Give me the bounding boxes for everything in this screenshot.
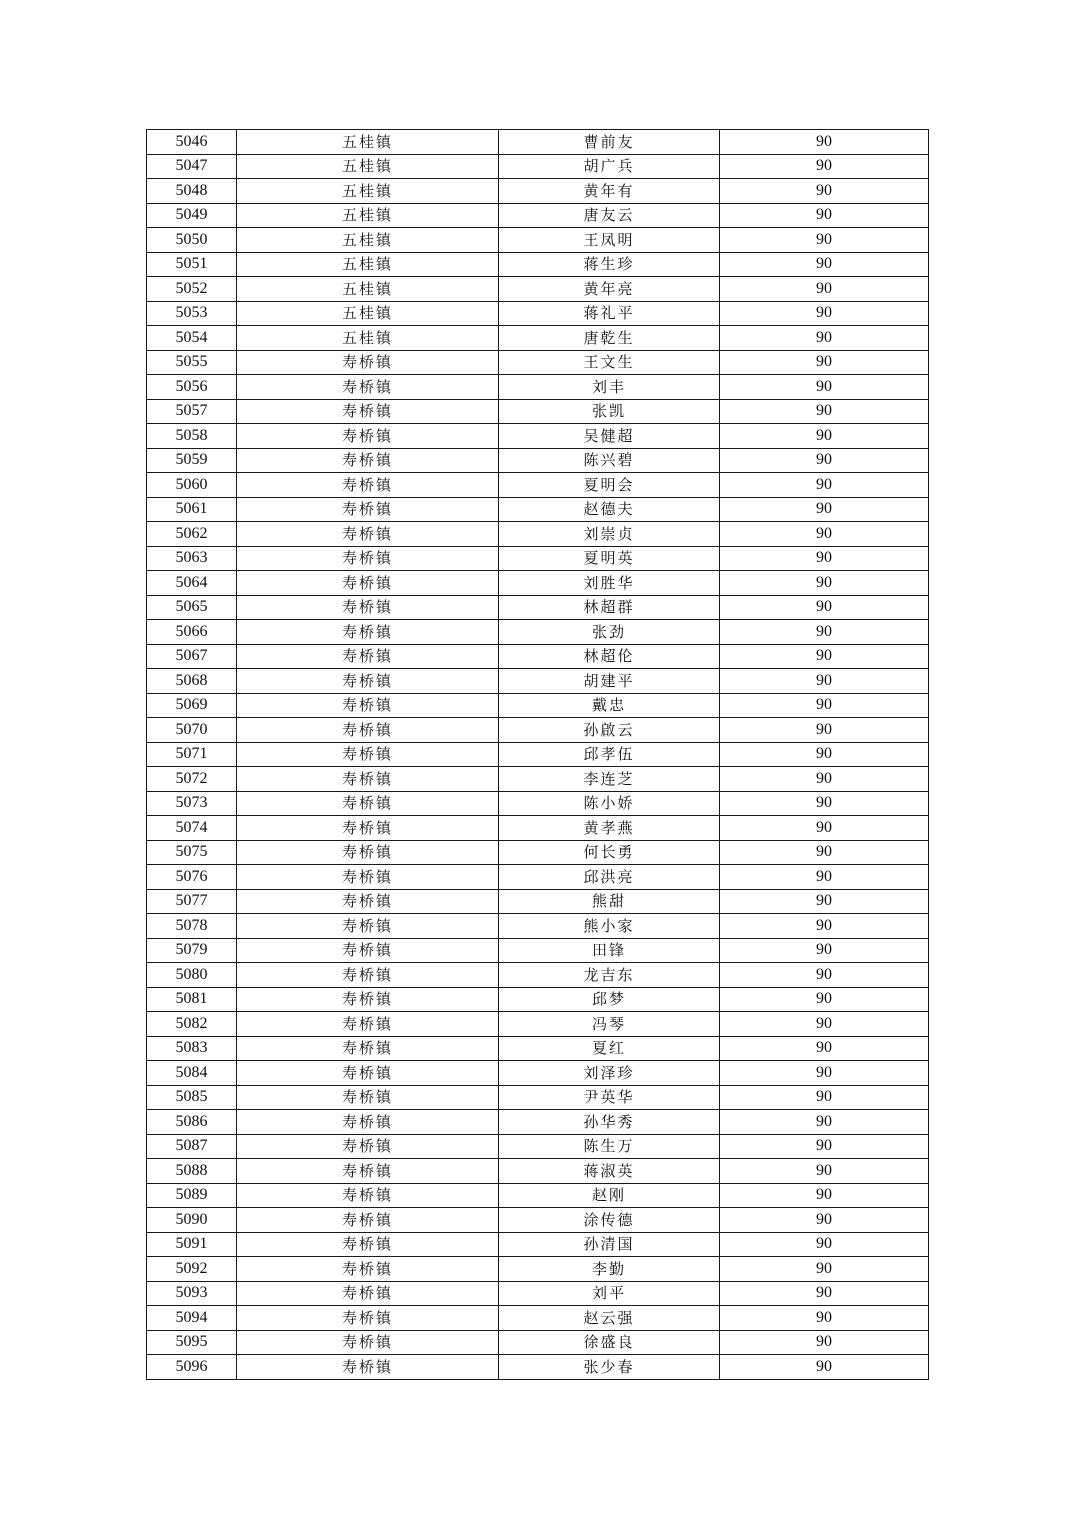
person-name-cell: 涂传德 <box>499 1208 720 1233</box>
table-row <box>147 1257 929 1282</box>
row-id-cell: 5067 <box>147 644 237 669</box>
row-id-cell: 5078 <box>147 914 237 939</box>
table-row <box>147 840 929 865</box>
person-name-cell: 林超伦 <box>499 644 720 669</box>
row-id-cell: 5076 <box>147 865 237 890</box>
table-row <box>147 889 929 914</box>
table-row <box>147 1134 929 1159</box>
person-name-cell: 刘泽珍 <box>499 1061 720 1086</box>
town-cell: 寿桥镇 <box>237 1036 499 1061</box>
person-name-cell: 冯琴 <box>499 1012 720 1037</box>
table-row <box>147 424 929 449</box>
person-name-cell: 刘胜华 <box>499 571 720 596</box>
score-cell: 90 <box>720 742 929 767</box>
score-cell: 90 <box>720 571 929 596</box>
town-cell: 寿桥镇 <box>237 987 499 1012</box>
person-name-cell: 邱梦 <box>499 987 720 1012</box>
row-id-cell: 5071 <box>147 742 237 767</box>
town-cell: 寿桥镇 <box>237 938 499 963</box>
town-cell: 寿桥镇 <box>237 1110 499 1135</box>
table-row <box>147 375 929 400</box>
score-cell: 90 <box>720 840 929 865</box>
person-name-cell: 陈兴碧 <box>499 448 720 473</box>
score-cell: 90 <box>720 228 929 253</box>
town-cell: 寿桥镇 <box>237 963 499 988</box>
town-cell: 寿桥镇 <box>237 1012 499 1037</box>
table-row <box>147 228 929 253</box>
table-row <box>147 522 929 547</box>
row-id-cell: 5086 <box>147 1110 237 1135</box>
score-cell: 90 <box>720 669 929 694</box>
table-row <box>147 252 929 277</box>
row-id-cell: 5082 <box>147 1012 237 1037</box>
town-cell: 寿桥镇 <box>237 1159 499 1184</box>
score-cell: 90 <box>720 1355 929 1380</box>
town-cell: 寿桥镇 <box>237 669 499 694</box>
row-id-cell: 5072 <box>147 767 237 792</box>
row-id-cell: 5080 <box>147 963 237 988</box>
person-name-cell: 邱洪亮 <box>499 865 720 890</box>
person-name-cell: 林超群 <box>499 595 720 620</box>
row-id-cell: 5053 <box>147 301 237 326</box>
table-row <box>147 620 929 645</box>
row-id-cell: 5056 <box>147 375 237 400</box>
town-cell: 寿桥镇 <box>237 571 499 596</box>
town-cell: 寿桥镇 <box>237 424 499 449</box>
row-id-cell: 5066 <box>147 620 237 645</box>
table-row <box>147 301 929 326</box>
town-cell: 寿桥镇 <box>237 375 499 400</box>
table-row <box>147 742 929 767</box>
town-cell: 寿桥镇 <box>237 1281 499 1306</box>
town-cell: 寿桥镇 <box>237 399 499 424</box>
table-row <box>147 399 929 424</box>
row-id-cell: 5054 <box>147 326 237 351</box>
person-name-cell: 王凤明 <box>499 228 720 253</box>
score-cell: 90 <box>720 1061 929 1086</box>
town-cell: 寿桥镇 <box>237 840 499 865</box>
score-cell: 90 <box>720 767 929 792</box>
row-id-cell: 5091 <box>147 1232 237 1257</box>
person-name-cell: 吴健超 <box>499 424 720 449</box>
row-id-cell: 5081 <box>147 987 237 1012</box>
row-id-cell: 5065 <box>147 595 237 620</box>
row-id-cell: 5089 <box>147 1183 237 1208</box>
table-row <box>147 1061 929 1086</box>
person-name-cell: 徐盛良 <box>499 1330 720 1355</box>
table-row <box>147 595 929 620</box>
town-cell: 寿桥镇 <box>237 742 499 767</box>
score-cell: 90 <box>720 203 929 228</box>
table-row <box>147 987 929 1012</box>
score-cell: 90 <box>720 1159 929 1184</box>
row-id-cell: 5095 <box>147 1330 237 1355</box>
person-name-cell: 赵德夫 <box>499 497 720 522</box>
score-cell: 90 <box>720 1208 929 1233</box>
town-cell: 寿桥镇 <box>237 1232 499 1257</box>
table-row <box>147 277 929 302</box>
person-name-cell: 张劲 <box>499 620 720 645</box>
town-cell: 五桂镇 <box>237 228 499 253</box>
town-cell: 寿桥镇 <box>237 1208 499 1233</box>
table-row <box>147 1012 929 1037</box>
town-cell: 寿桥镇 <box>237 718 499 743</box>
table-row <box>147 1281 929 1306</box>
town-cell: 寿桥镇 <box>237 1183 499 1208</box>
table-row <box>147 179 929 204</box>
score-cell: 90 <box>720 1085 929 1110</box>
table-row <box>147 1183 929 1208</box>
town-cell: 寿桥镇 <box>237 693 499 718</box>
table-row <box>147 1330 929 1355</box>
person-name-cell: 龙吉东 <box>499 963 720 988</box>
score-cell: 90 <box>720 1183 929 1208</box>
table-row <box>147 473 929 498</box>
person-name-cell: 熊甜 <box>499 889 720 914</box>
row-id-cell: 5051 <box>147 252 237 277</box>
person-name-cell: 孙华秀 <box>499 1110 720 1135</box>
person-name-cell: 李连芝 <box>499 767 720 792</box>
town-cell: 寿桥镇 <box>237 497 499 522</box>
row-id-cell: 5075 <box>147 840 237 865</box>
person-name-cell: 夏红 <box>499 1036 720 1061</box>
score-cell: 90 <box>720 301 929 326</box>
person-name-cell: 夏明会 <box>499 473 720 498</box>
score-cell: 90 <box>720 375 929 400</box>
table-row <box>147 1208 929 1233</box>
row-id-cell: 5050 <box>147 228 237 253</box>
person-name-cell: 胡建平 <box>499 669 720 694</box>
score-cell: 90 <box>720 1257 929 1282</box>
score-cell: 90 <box>720 473 929 498</box>
roster-table-body <box>147 130 929 1380</box>
table-row <box>147 963 929 988</box>
score-cell: 90 <box>720 1281 929 1306</box>
score-cell: 90 <box>720 326 929 351</box>
row-id-cell: 5096 <box>147 1355 237 1380</box>
person-name-cell: 胡广兵 <box>499 154 720 179</box>
score-cell: 90 <box>720 448 929 473</box>
score-cell: 90 <box>720 154 929 179</box>
score-cell: 90 <box>720 791 929 816</box>
person-name-cell: 孙啟云 <box>499 718 720 743</box>
table-row <box>147 571 929 596</box>
table-row <box>147 1355 929 1380</box>
score-cell: 90 <box>720 1306 929 1331</box>
town-cell: 寿桥镇 <box>237 350 499 375</box>
row-id-cell: 5052 <box>147 277 237 302</box>
row-id-cell: 5068 <box>147 669 237 694</box>
score-cell: 90 <box>720 1330 929 1355</box>
score-cell: 90 <box>720 889 929 914</box>
score-cell: 90 <box>720 424 929 449</box>
score-cell: 90 <box>720 130 929 155</box>
row-id-cell: 5057 <box>147 399 237 424</box>
person-name-cell: 夏明英 <box>499 546 720 571</box>
town-cell: 寿桥镇 <box>237 1306 499 1331</box>
row-id-cell: 5047 <box>147 154 237 179</box>
score-cell: 90 <box>720 522 929 547</box>
table-row <box>147 130 929 155</box>
town-cell: 寿桥镇 <box>237 1257 499 1282</box>
town-cell: 寿桥镇 <box>237 473 499 498</box>
person-name-cell: 张凯 <box>499 399 720 424</box>
town-cell: 五桂镇 <box>237 130 499 155</box>
table-row <box>147 669 929 694</box>
row-id-cell: 5079 <box>147 938 237 963</box>
town-cell: 五桂镇 <box>237 252 499 277</box>
town-cell: 寿桥镇 <box>237 1061 499 1086</box>
row-id-cell: 5064 <box>147 571 237 596</box>
row-id-cell: 5070 <box>147 718 237 743</box>
person-name-cell: 陈生万 <box>499 1134 720 1159</box>
town-cell: 寿桥镇 <box>237 816 499 841</box>
person-name-cell: 唐乾生 <box>499 326 720 351</box>
score-cell: 90 <box>720 1012 929 1037</box>
row-id-cell: 5085 <box>147 1085 237 1110</box>
table-row <box>147 816 929 841</box>
person-name-cell: 熊小家 <box>499 914 720 939</box>
person-name-cell: 刘平 <box>499 1281 720 1306</box>
row-id-cell: 5062 <box>147 522 237 547</box>
town-cell: 五桂镇 <box>237 326 499 351</box>
table-row <box>147 154 929 179</box>
table-row <box>147 1110 929 1135</box>
score-cell: 90 <box>720 277 929 302</box>
score-cell: 90 <box>720 179 929 204</box>
person-name-cell: 李勤 <box>499 1257 720 1282</box>
row-id-cell: 5093 <box>147 1281 237 1306</box>
row-id-cell: 5063 <box>147 546 237 571</box>
table-row <box>147 546 929 571</box>
town-cell: 寿桥镇 <box>237 644 499 669</box>
row-id-cell: 5094 <box>147 1306 237 1331</box>
table-row <box>147 938 929 963</box>
row-id-cell: 5084 <box>147 1061 237 1086</box>
person-name-cell: 赵刚 <box>499 1183 720 1208</box>
row-id-cell: 5049 <box>147 203 237 228</box>
score-cell: 90 <box>720 816 929 841</box>
row-id-cell: 5046 <box>147 130 237 155</box>
row-id-cell: 5058 <box>147 424 237 449</box>
roster-table <box>146 129 929 1380</box>
person-name-cell: 曹前友 <box>499 130 720 155</box>
row-id-cell: 5055 <box>147 350 237 375</box>
table-row <box>147 718 929 743</box>
person-name-cell: 蒋生珍 <box>499 252 720 277</box>
table-row <box>147 914 929 939</box>
person-name-cell: 刘崇贞 <box>499 522 720 547</box>
town-cell: 五桂镇 <box>237 203 499 228</box>
score-cell: 90 <box>720 938 929 963</box>
table-row <box>147 350 929 375</box>
row-id-cell: 5083 <box>147 1036 237 1061</box>
town-cell: 寿桥镇 <box>237 546 499 571</box>
score-cell: 90 <box>720 1110 929 1135</box>
person-name-cell: 蒋淑英 <box>499 1159 720 1184</box>
table-row <box>147 326 929 351</box>
person-name-cell: 邱孝伍 <box>499 742 720 767</box>
person-name-cell: 黄年有 <box>499 179 720 204</box>
score-cell: 90 <box>720 497 929 522</box>
person-name-cell: 陈小娇 <box>499 791 720 816</box>
row-id-cell: 5073 <box>147 791 237 816</box>
table-row <box>147 767 929 792</box>
town-cell: 寿桥镇 <box>237 1355 499 1380</box>
town-cell: 寿桥镇 <box>237 1330 499 1355</box>
score-cell: 90 <box>720 546 929 571</box>
row-id-cell: 5092 <box>147 1257 237 1282</box>
person-name-cell: 黄孝燕 <box>499 816 720 841</box>
row-id-cell: 5088 <box>147 1159 237 1184</box>
score-cell: 90 <box>720 1036 929 1061</box>
score-cell: 90 <box>720 252 929 277</box>
town-cell: 五桂镇 <box>237 179 499 204</box>
town-cell: 五桂镇 <box>237 154 499 179</box>
row-id-cell: 5077 <box>147 889 237 914</box>
table-row <box>147 448 929 473</box>
table-row <box>147 1306 929 1331</box>
town-cell: 寿桥镇 <box>237 595 499 620</box>
town-cell: 寿桥镇 <box>237 522 499 547</box>
town-cell: 寿桥镇 <box>237 767 499 792</box>
table-row <box>147 1085 929 1110</box>
row-id-cell: 5090 <box>147 1208 237 1233</box>
person-name-cell: 戴忠 <box>499 693 720 718</box>
person-name-cell: 刘丰 <box>499 375 720 400</box>
town-cell: 寿桥镇 <box>237 1085 499 1110</box>
row-id-cell: 5087 <box>147 1134 237 1159</box>
town-cell: 寿桥镇 <box>237 1134 499 1159</box>
table-row <box>147 644 929 669</box>
row-id-cell: 5074 <box>147 816 237 841</box>
score-cell: 90 <box>720 1232 929 1257</box>
person-name-cell: 王文生 <box>499 350 720 375</box>
score-cell: 90 <box>720 595 929 620</box>
score-cell: 90 <box>720 620 929 645</box>
table-row <box>147 203 929 228</box>
score-cell: 90 <box>720 644 929 669</box>
table-row <box>147 497 929 522</box>
score-cell: 90 <box>720 865 929 890</box>
score-cell: 90 <box>720 914 929 939</box>
table-row <box>147 693 929 718</box>
town-cell: 寿桥镇 <box>237 448 499 473</box>
row-id-cell: 5048 <box>147 179 237 204</box>
person-name-cell: 何长勇 <box>499 840 720 865</box>
score-cell: 90 <box>720 987 929 1012</box>
person-name-cell: 赵云强 <box>499 1306 720 1331</box>
person-name-cell: 黄年亮 <box>499 277 720 302</box>
person-name-cell: 尹英华 <box>499 1085 720 1110</box>
score-cell: 90 <box>720 718 929 743</box>
row-id-cell: 5060 <box>147 473 237 498</box>
row-id-cell: 5069 <box>147 693 237 718</box>
table-row <box>147 791 929 816</box>
score-cell: 90 <box>720 1134 929 1159</box>
person-name-cell: 田锋 <box>499 938 720 963</box>
person-name-cell: 蒋礼平 <box>499 301 720 326</box>
table-row <box>147 1232 929 1257</box>
score-cell: 90 <box>720 963 929 988</box>
table-row <box>147 1159 929 1184</box>
table-row <box>147 865 929 890</box>
score-cell: 90 <box>720 693 929 718</box>
person-name-cell: 张少春 <box>499 1355 720 1380</box>
person-name-cell: 孙清国 <box>499 1232 720 1257</box>
town-cell: 寿桥镇 <box>237 914 499 939</box>
row-id-cell: 5061 <box>147 497 237 522</box>
table-row <box>147 1036 929 1061</box>
town-cell: 寿桥镇 <box>237 620 499 645</box>
town-cell: 寿桥镇 <box>237 865 499 890</box>
score-cell: 90 <box>720 350 929 375</box>
town-cell: 寿桥镇 <box>237 791 499 816</box>
town-cell: 五桂镇 <box>237 277 499 302</box>
town-cell: 寿桥镇 <box>237 889 499 914</box>
score-cell: 90 <box>720 399 929 424</box>
person-name-cell: 唐友云 <box>499 203 720 228</box>
town-cell: 五桂镇 <box>237 301 499 326</box>
row-id-cell: 5059 <box>147 448 237 473</box>
